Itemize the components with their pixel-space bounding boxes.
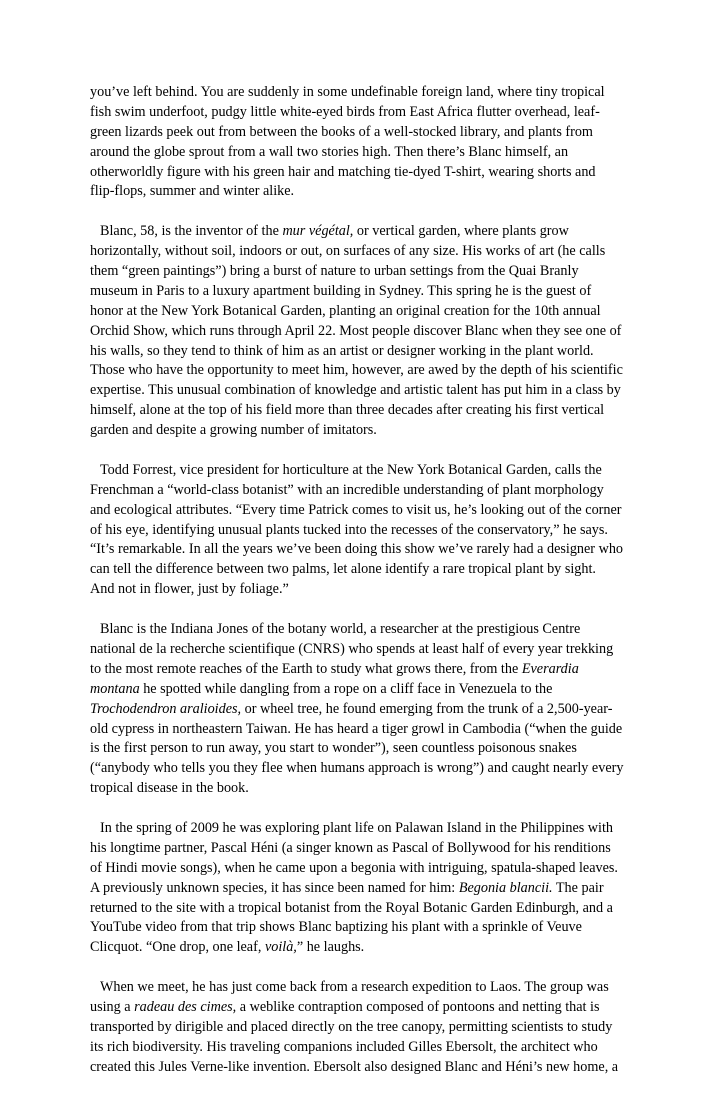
text-run: to the most remote reaches of the Earth to study what grows there, from the <box>90 660 522 677</box>
text-run: transported by dirigible and placed directly on the tree canopy, permitting scientists to study <box>90 1018 613 1035</box>
text-line <box>90 899 630 919</box>
text-line <box>90 620 630 640</box>
text-run: Those who have the opportunity to meet him, however, are awed by the depth of his scientific <box>90 362 623 379</box>
text-line <box>90 381 630 401</box>
text-run: returned to the site with a tropical botanist from the Royal Botanic Garden Edinburgh, and a <box>90 899 613 916</box>
text-run: himself, alone at the top of his field more than three decades after creating his first vertical <box>90 402 605 419</box>
text-run: of his eye, identifying unusual plants tucked into the recesses of the conservatory,” he says. <box>90 521 608 538</box>
text-run: green lizards peek out from between the books of a well-stocked library, and plants from <box>90 123 593 140</box>
text-line <box>90 839 630 859</box>
text-run: and ecological attributes. “Every time Patrick comes to visit us, he’s looking out of the corner <box>90 501 622 518</box>
text-line <box>90 361 630 381</box>
text-line <box>90 103 630 123</box>
text-run: In the spring of 2009 he was exploring plant life on Palawan Island in the Philippines with <box>100 819 614 836</box>
text-line <box>90 580 630 600</box>
text-run: Blanc is the Indiana Jones of the botany world, a researcher at the prestigious Centre <box>100 621 581 638</box>
text-run: can tell the difference between two palms, let alone identify a rare tropical plant by sight. <box>90 561 596 578</box>
text-line <box>90 461 630 481</box>
text-line <box>90 222 630 242</box>
text-run: YouTube video from that trip shows Blanc baptizing his plant with a sprinkle of Veuve <box>90 919 582 936</box>
text-run: his longtime partner, Pascal Héni (a singer known as Pascal of Bollywood for his renditions <box>90 839 611 856</box>
text-run: around the globe sprout from a wall two stories high. Then there’s Blanc himself, an <box>90 143 569 160</box>
italic-text: voilà, <box>264 939 297 956</box>
article-body <box>90 83 630 1097</box>
text-line <box>90 322 630 342</box>
text-run: using a <box>90 998 135 1015</box>
text-run: old cypress in northeastern Taiwan. He has heard a tiger growl in Cambodia (“when the guide <box>90 720 623 737</box>
text-run: them “green paintings”) bring a burst of nature to urban settings from the Quai Branly <box>90 263 579 280</box>
text-run: The pair <box>552 879 604 896</box>
text-line <box>90 938 630 958</box>
text-run: flip-flops, summer and winter alike. <box>90 183 295 200</box>
text-line <box>90 282 630 302</box>
text-run: Frenchman a “world-class botanist” with an incredible understanding of plant morphology <box>90 481 604 498</box>
text-line <box>90 978 630 998</box>
article-paragraph <box>90 83 630 202</box>
text-run: fish swim underfoot, pudgy little white-eyed birds from East Africa flutter overhead, leaf- <box>90 103 600 120</box>
text-line <box>90 342 630 362</box>
text-run: museum in Paris to a luxury apartment building in Sydney. This spring he is the guest of <box>90 282 592 299</box>
text-line <box>90 998 630 1018</box>
text-run: a weblike contraption composed of pontoons and netting that is <box>236 998 600 1015</box>
text-run: horizontally, without soil, indoors or out, on surfaces of any size. His works of art (he calls <box>90 243 606 260</box>
text-run: Clicquot. “One drop, one leaf, <box>90 939 265 956</box>
article-paragraph <box>90 978 630 1077</box>
article-paragraph <box>90 222 630 441</box>
text-line <box>90 680 630 700</box>
italic-text: Begonia blancii. <box>458 879 553 896</box>
text-line <box>90 262 630 282</box>
text-run: his walls, so they tend to think of him as an artist or designer working in the plant world. <box>90 342 594 359</box>
article-paragraph <box>90 620 630 799</box>
text-line <box>90 700 630 720</box>
text-run: honor at the New York Botanical Garden, planting an original creation for the 10th annual <box>90 302 601 319</box>
italic-text: mur végétal, <box>282 223 354 240</box>
text-line <box>90 1038 630 1058</box>
text-line <box>90 123 630 143</box>
text-line <box>90 421 630 441</box>
text-line <box>90 143 630 163</box>
text-line <box>90 501 630 521</box>
text-run: Blanc, 58, is the inventor of the <box>100 223 283 240</box>
text-line <box>90 640 630 660</box>
text-line <box>90 779 630 799</box>
text-run: created this Jules Verne-like invention. Ebersolt also designed Blanc and Héni’s new home, a <box>90 1058 619 1075</box>
text-run: tropical disease in the book. <box>90 780 249 797</box>
text-run: A previously unknown species, it has since been named for him: <box>90 879 459 896</box>
text-run: “It’s remarkable. In all the years we’ve been doing this show we’ve rarely had a designer who <box>90 541 624 558</box>
text-run: you’ve left behind. You are suddenly in some undefinable foreign land, where tiny tropical <box>90 84 605 100</box>
text-line <box>90 918 630 938</box>
text-line <box>90 182 630 202</box>
text-run: its rich biodiversity. His traveling companions included Gilles Ebersolt, the architect who <box>90 1038 598 1055</box>
text-line <box>90 83 630 103</box>
text-run: expertise. This unusual combination of knowledge and artistic talent has put him in a class by <box>90 382 621 399</box>
text-run: national de la recherche scientifique (CNRS) who spends at least half of every year trekking <box>90 640 614 657</box>
text-run: otherworldly figure with his green hair and matching tie-dyed T-shirt, wearing shorts and <box>90 163 596 180</box>
article-paragraph <box>90 461 630 600</box>
text-line <box>90 759 630 779</box>
text-line <box>90 401 630 421</box>
text-line <box>90 560 630 580</box>
article-paragraph <box>90 819 630 958</box>
text-run: is the first person to run away, you start to wonder”), seen countless poisonous snakes <box>90 740 577 757</box>
text-line <box>90 859 630 879</box>
text-run: he spotted while dangling from a rope on a cliff face in Venezuela to the <box>139 680 553 697</box>
text-line <box>90 521 630 541</box>
italic-text: montana <box>90 680 140 697</box>
text-run: Orchid Show, which runs through April 22. Most people discover Blanc when they see one of <box>90 322 622 339</box>
italic-text: Everardia <box>521 660 579 677</box>
text-line <box>90 242 630 262</box>
text-line <box>90 1058 630 1078</box>
text-run: (“anybody who tells you they flee when humans approach is wrong”) and caught nearly every <box>90 760 624 777</box>
text-line <box>90 739 630 759</box>
text-line <box>90 302 630 322</box>
text-line <box>90 481 630 501</box>
text-line <box>90 720 630 740</box>
text-run: or wheel tree, he found emerging from the trunk of a 2,500-year- <box>241 700 613 717</box>
text-run: ” he laughs. <box>296 939 365 956</box>
text-line <box>90 819 630 839</box>
italic-text: radeau des cimes, <box>134 998 237 1015</box>
text-run: of Hindi movie songs), when he came upon a begonia with intriguing, spatula-shaped leaves. <box>90 859 618 876</box>
text-run: When we meet, he has just come back from a research expedition to Laos. The group was <box>100 979 609 996</box>
text-run: Todd Forrest, vice president for horticulture at the New York Botanical Garden, calls the <box>100 461 602 478</box>
text-line <box>90 1018 630 1038</box>
text-run: garden and despite a growing number of imitators. <box>90 422 377 439</box>
text-line <box>90 660 630 680</box>
text-run: or vertical garden, where plants grow <box>353 223 569 240</box>
italic-text: Trochodendron aralioides, <box>90 700 242 717</box>
text-line <box>90 163 630 183</box>
text-line <box>90 879 630 899</box>
text-line <box>90 540 630 560</box>
text-run: And not in flower, just by foliage.” <box>90 581 289 598</box>
